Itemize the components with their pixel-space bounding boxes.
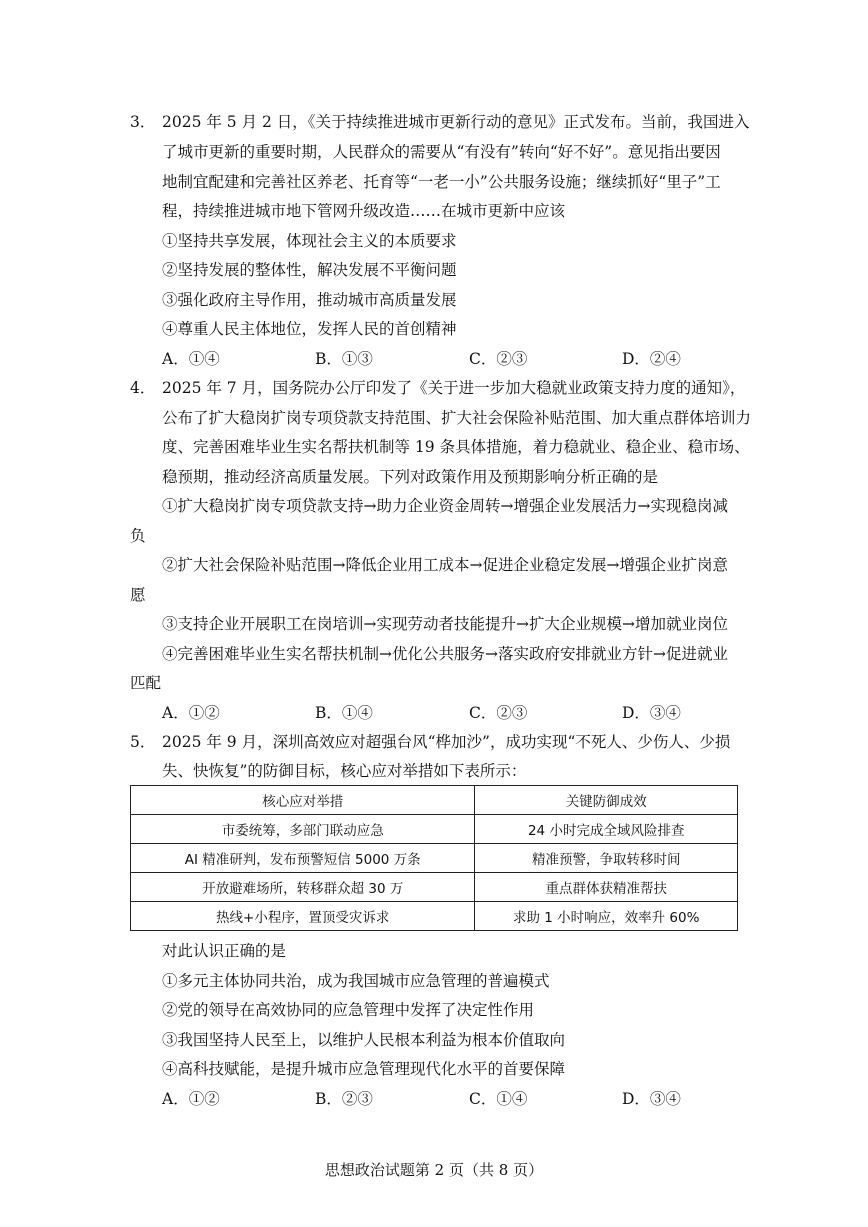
option-b[interactable]: B．①④	[315, 704, 373, 722]
statement: ④高科技赋能，是提升城市应急管理现代化水平的首要保障	[162, 1060, 566, 1078]
statement: ③我国坚持人民至上，以维护人民根本利益为根本价值取向	[162, 1031, 566, 1049]
question-stem-line: 2025 年 9 月，深圳高效应对超强台风“桦加沙”，成功实现“不死人、少伤人、少损	[162, 733, 731, 751]
question-stem-line: 2025 年 7 月，国务院办公厅印发了《关于进一步加大稳就业政策支持力度的通知》，	[162, 379, 746, 397]
question-stem-line: 了城市更新的重要时期，人民群众的需要从“有没有”转向“好不好”。意见指出要因	[162, 143, 721, 161]
question-stem-line: 稳预期，推动经济高质量发展。下列对政策作用及预期影响分析正确的是	[162, 468, 659, 486]
table-cell: 24 小时完成全域风险排查	[475, 815, 738, 844]
statement: ④完善困难毕业生实名帮扶机制→优化公共服务→落实政府安排就业方针→促进就业	[162, 645, 728, 663]
question-stem-line: 程，持续推进城市地下管网升级改造……在城市更新中应该	[162, 202, 566, 220]
table-row	[131, 815, 738, 844]
statement-continuation: 匹配	[130, 674, 162, 692]
option-d[interactable]: D．③④	[622, 1090, 681, 1108]
statement: ①坚持共享发展，体现社会主义的本质要求	[162, 232, 457, 250]
option-c[interactable]: C．②③	[469, 350, 528, 368]
question-stem-line: 地制宜配建和完善社区养老、托育等“一老一小”公共服务设施；继续抓好“里子”工	[162, 173, 721, 191]
option-c[interactable]: C．②③	[469, 704, 528, 722]
measures-table	[130, 785, 738, 931]
statement: ①多元主体协同共治，成为我国城市应急管理的普遍模式	[162, 972, 550, 990]
statement: ②扩大社会保险补贴范围→降低企业用工成本→促进企业稳定发展→增强企业扩岗意	[162, 556, 728, 574]
option-b[interactable]: B．①③	[315, 350, 373, 368]
statement-continuation: 负	[130, 527, 146, 545]
option-d[interactable]: D．③④	[622, 704, 681, 722]
question-number: 3．	[130, 113, 156, 131]
question-stem-line: 度、完善困难毕业生实名帮扶机制等 19 条具体措施，着力稳就业、稳企业、稳市场、	[162, 438, 750, 456]
statement: ②坚持发展的整体性，解决发展不平衡问题	[162, 261, 457, 279]
question-stem-line: 失、快恢复”的防御目标，核心应对举措如下表所示：	[162, 762, 527, 780]
option-a[interactable]: A．①②	[162, 704, 220, 722]
table-cell: 精准预警，争取转移时间	[475, 844, 738, 873]
table-header: 核心应对举措	[131, 786, 475, 815]
table-row	[131, 844, 738, 873]
statement: ①扩大稳岗扩岗专项贷款支持→助力企业资金周转→增强企业发展活力→实现稳岗减	[162, 497, 728, 515]
page-footer: 思想政治试题第 2 页（共 8 页）	[324, 1161, 544, 1179]
table-row	[131, 902, 738, 931]
option-a[interactable]: A．①④	[162, 350, 220, 368]
question-stem-line: 公布了扩大稳岗扩岗专项贷款支持范围、扩大社会保险补贴范围、加大重点群体培训力	[162, 409, 752, 427]
statement: ②党的领导在高效协同的应急管理中发挥了决定性作用	[162, 1001, 535, 1019]
option-b[interactable]: B．②③	[315, 1090, 373, 1108]
table-cell: 开放避难场所，转移群众超 30 万	[131, 873, 475, 902]
table-cell: 重点群体获精准帮扶	[475, 873, 738, 902]
question-stem-line: 2025 年 5 月 2 日，《关于持续推进城市更新行动的意见》正式发布。当前，我国进入	[162, 113, 750, 131]
question-prompt: 对此认识正确的是	[162, 942, 287, 960]
answer-options	[162, 349, 722, 369]
table-cell: 热线+小程序，置顶受灾诉求	[131, 902, 475, 931]
table-row	[131, 873, 738, 902]
option-d[interactable]: D．②④	[622, 350, 681, 368]
option-c[interactable]: C．①④	[469, 1090, 528, 1108]
table-cell: 求助 1 小时响应，效率升 60%	[475, 902, 738, 931]
table-header-row	[131, 786, 738, 815]
statement: ④尊重人民主体地位，发挥人民的首创精神	[162, 320, 457, 338]
answer-options	[162, 1089, 722, 1109]
statement-continuation: 愿	[130, 586, 146, 604]
statement: ③支持企业开展职工在岗培训→实现劳动者技能提升→扩大企业规模→增加就业岗位	[162, 615, 728, 633]
answer-options	[162, 703, 722, 723]
question-number: 4．	[130, 379, 156, 397]
table-cell: AI 精准研判，发布预警短信 5000 万条	[131, 844, 475, 873]
statement: ③强化政府主导作用，推动城市高质量发展	[162, 291, 457, 309]
question-number: 5．	[130, 733, 156, 751]
option-a[interactable]: A．①②	[162, 1090, 220, 1108]
table-header: 关键防御成效	[475, 786, 738, 815]
table-cell: 市委统筹，多部门联动应急	[131, 815, 475, 844]
